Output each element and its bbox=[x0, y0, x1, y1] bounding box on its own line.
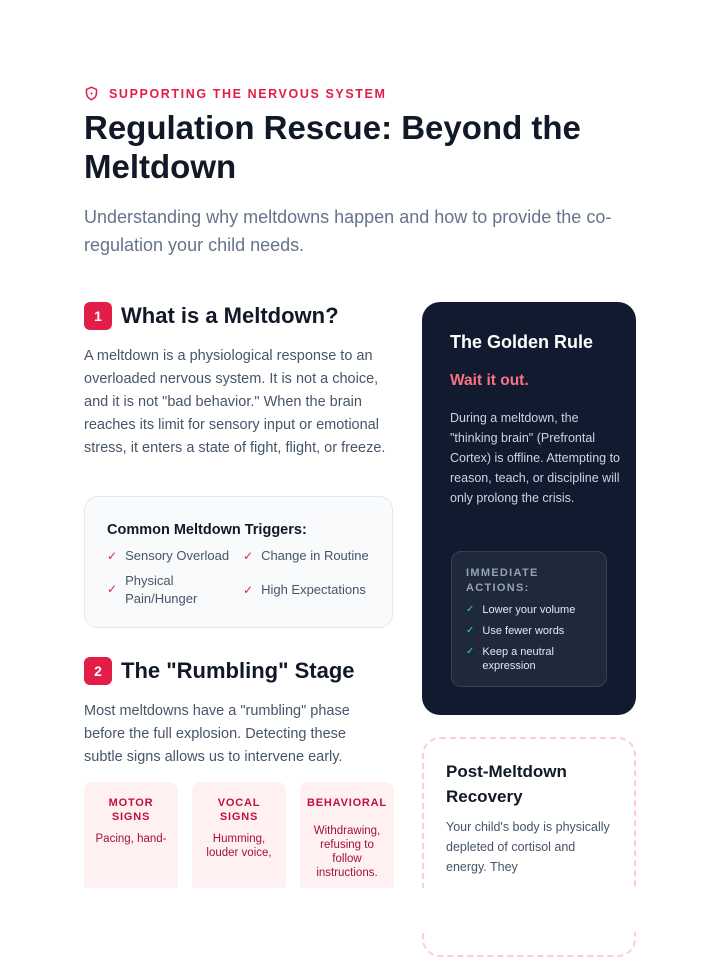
trigger-item bbox=[107, 547, 229, 565]
action-label: Keep a neutral expression bbox=[482, 646, 554, 672]
action-label: Lower your volume bbox=[482, 604, 576, 616]
trigger-label: Sensory Overload bbox=[125, 548, 230, 563]
triggers-title: Common Meltdown Triggers: bbox=[107, 522, 307, 538]
post-meltdown-body: Your child's body is physically depleted of cortisol and energy. They bbox=[446, 820, 610, 874]
page-subtitle: Understanding why meltdowns happen and how to provide the co-regulation your child needs. bbox=[84, 207, 612, 255]
trigger-label: High Expectations bbox=[261, 582, 366, 597]
sign-card-text: Pacing, hand- bbox=[95, 833, 167, 845]
post-meltdown-title: Post-Meltdown Recovery bbox=[446, 762, 567, 806]
sign-card-behavioral bbox=[300, 782, 394, 892]
check-icon: ✓ bbox=[107, 549, 118, 563]
section-2-title: The "Rumbling" Stage bbox=[121, 658, 355, 683]
section-2-header bbox=[84, 657, 355, 685]
section-1-body: A meltdown is a physiological response to an overloaded nervous system. It is not a choice, and it is not "bad behavior." When the brain reaches its limit for sensory input or emotional stress, it enters a state of fight, flight, or freeze. bbox=[84, 348, 386, 456]
golden-rule-title: The Golden Rule bbox=[450, 332, 594, 352]
trigger-label: Physical Pain/Hunger bbox=[125, 573, 198, 606]
check-icon: ✓ bbox=[466, 646, 475, 657]
check-icon: ✓ bbox=[466, 625, 475, 636]
sign-card-label: BEHAVIORAL bbox=[307, 797, 387, 809]
kicker-text: SUPPORTING THE NERVOUS SYSTEM bbox=[109, 86, 387, 101]
section-1-header bbox=[84, 302, 339, 330]
trigger-item bbox=[107, 572, 217, 608]
sign-card-label: VOCAL SIGNS bbox=[217, 797, 261, 823]
shield-icon bbox=[84, 86, 99, 101]
action-item bbox=[466, 645, 586, 673]
rumbling-signs bbox=[84, 782, 394, 892]
sign-card-label: MOTOR SIGNS bbox=[108, 797, 154, 823]
page-bottom-mask bbox=[0, 888, 720, 932]
sign-card-text: Humming, louder voice, bbox=[206, 833, 272, 859]
sign-card-motor bbox=[84, 782, 178, 892]
kicker bbox=[84, 86, 386, 101]
action-item bbox=[466, 624, 564, 638]
sign-card-vocal bbox=[192, 782, 286, 892]
action-item bbox=[466, 603, 575, 617]
golden-rule-card bbox=[422, 302, 636, 715]
action-label: Use fewer words bbox=[482, 625, 565, 637]
section-1-number: 1 bbox=[84, 302, 112, 330]
golden-rule-body: During a meltdown, the "thinking brain" (Prefrontal Cortex) is offline. Attempting to reason, teach, or discipline will only prolong the crisis. bbox=[450, 411, 620, 505]
check-icon: ✓ bbox=[466, 604, 475, 615]
trigger-label: Change in Routine bbox=[261, 548, 369, 563]
check-icon: ✓ bbox=[243, 583, 254, 597]
section-2-body: Most meltdowns have a "rumbling" phase before the full explosion. Detecting these subtle signs allows us to intervene early. bbox=[84, 703, 350, 765]
immediate-actions-label: IMMEDIATE ACTIONS: bbox=[466, 567, 539, 594]
trigger-item bbox=[243, 547, 369, 565]
check-icon: ✓ bbox=[107, 582, 118, 596]
immediate-actions bbox=[451, 551, 607, 687]
section-1-title: What is a Meltdown? bbox=[121, 303, 339, 328]
sign-card-text: Withdrawing, refusing to follow instructions. bbox=[313, 825, 381, 879]
golden-rule-text: Wait it out. bbox=[450, 372, 529, 389]
trigger-item bbox=[243, 581, 366, 599]
section-2-number: 2 bbox=[84, 657, 112, 685]
check-icon: ✓ bbox=[243, 549, 254, 563]
triggers-card bbox=[84, 496, 393, 628]
page-title: Regulation Rescue: Beyond the Meltdown bbox=[84, 109, 581, 185]
